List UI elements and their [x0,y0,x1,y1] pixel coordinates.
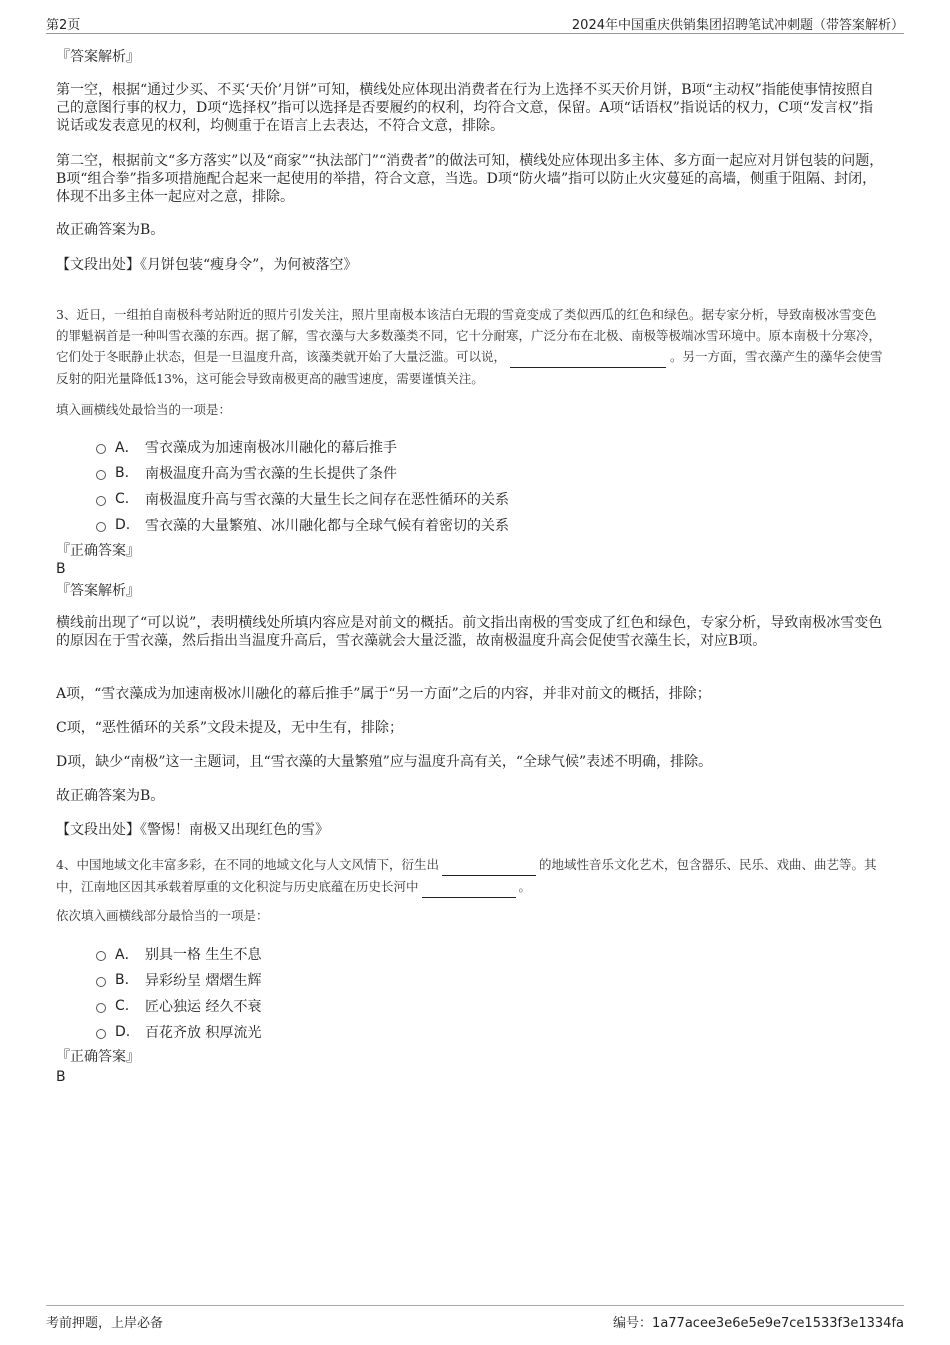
q3-option-a[interactable] [96,434,796,460]
q3-stem [56,304,886,389]
q4-option-b[interactable] [96,967,796,993]
radio-icon[interactable] [96,444,106,454]
q4-prompt: 依次填入画横线部分最恰当的一项是： [56,908,269,923]
q2-analysis-paragraph-2: 第二空，根据前文“多方落实”以及“商家”“执法部门”“消费者”的做法可知，横线处应体现出多主体、多方面一起应对月饼包装的问题，B项“组合拳”指多项措施配合起来一起使用的举措，符合文意，当选。D项“防火墙”指可以防止火灾蔓延的高墙，侧重于阻隔、封闭，体现不出多主体一起应对之意，排除。 [56,153,884,205]
option-text: 雪衣藻成为加速南极冰川融化的幕后推手 [145,440,397,456]
radio-icon[interactable] [96,470,106,480]
q2-analysis-paragraph-1: 第一空，根据“通过少买、不买‘天价’月饼”可知，横线处应体现出消费者在行为上选择不买天价月饼，B项“主动权”指能使事情按照自己的意图行事的权力，D项“选择权”指可以选择是否要履约的权利，均符合文意，保留。A项“话语权”指说话的权力，C项“发言权”指说话或发表意见的权利，均侧重于在语言上去表达，不符合文意，排除。 [56,82,874,134]
q4-blank-2 [422,876,516,898]
page-header [46,12,904,34]
radio-icon[interactable] [96,522,106,532]
option-text: 异彩纷呈 熠熠生辉 [145,973,262,989]
radio-icon[interactable] [96,1003,106,1013]
q4-answer: B [56,1069,66,1085]
option-letter: B. [115,972,130,988]
option-text: 百花齐放 积厚流光 [145,1025,262,1041]
q3-option-b[interactable] [96,460,796,486]
option-letter: C. [115,998,130,1014]
page-footer [46,1305,904,1331]
option-letter: B. [115,465,130,481]
q2-source: 【文段出处】《月饼包装“瘦身令”，为何被落空》 [56,257,358,273]
q4-answer-label: 『正确答案』 [56,1049,140,1065]
q3-answer: B [56,561,66,577]
q3-analysis-paragraph-2: A项，“雪衣藻成为加速南极冰川融化的幕后推手”属于“另一方面”之后的内容，并非对前文的概括，排除； [56,686,711,702]
footer-slogan: 考前押题，上岸必备 [46,1316,164,1331]
radio-icon[interactable] [96,977,106,987]
q3-source: 【文段出处】《警惕！南极又出现红色的雪》 [56,822,329,838]
q3-answer-label: 『正确答案』 [56,543,140,559]
option-text: 别具一格 生生不息 [145,947,262,963]
radio-icon[interactable] [96,1029,106,1039]
q3-analysis-label: 『答案解析』 [56,583,140,599]
q3-option-d[interactable] [96,512,796,538]
q3-blank [510,346,666,368]
q3-stem-after-blank: 。另一方面，雪衣藻产生的藻华会使雪反射的阳光量降低13%，这可能会导致南极更高的融雪速度，需要谨慎关注。 [56,349,883,386]
option-letter: A． [115,440,139,456]
q4-options [96,941,796,1045]
option-letter: D. [115,1024,131,1040]
q2-analysis-label: 『答案解析』 [56,49,140,65]
option-text: 匠心独运 经久不衰 [145,999,262,1015]
option-text: 南极温度升高为雪衣藻的生长提供了条件 [145,466,397,482]
q3-prompt: 填入画横线处最恰当的一项是： [56,402,232,417]
q4-stem-part-1: 4、中国地域文化丰富多彩，在不同的地域文化与人文风情下，衍生出 [56,857,439,872]
page-number: 第2页 [46,18,81,33]
document-code: 编号：1a77acee3e6e5e9e7ce1533f3e1334fa [613,1316,904,1331]
q4-option-d[interactable] [96,1019,796,1045]
radio-icon[interactable] [96,951,106,961]
q4-blank-1 [442,854,536,876]
option-text: 雪衣藻的大量繁殖、冰川融化都与全球气候有着密切的关系 [145,518,509,534]
option-letter: D. [115,517,131,533]
q3-analysis-paragraph-1: 横线前出现了“可以说”，表明横线处所填内容应是对前文的概括。前文指出南极的雪变成了红色和绿色，专家分析，导致南极冰雪变色的原因在于雪衣藻，然后指出当温度升高后，雪衣藻就会大量泛滥，故南极温度升高会促使雪衣藻生长，对应B项。 [56,615,883,649]
document-title: 2024年中国重庆供销集团招聘笔试冲刺题（带答案解析） [571,18,904,33]
q2-conclusion: 故正确答案为B。 [56,222,165,238]
q3-options [96,434,796,538]
q3-analysis-paragraph-3: C项，“恶性循环的关系”文段未提及，无中生有，排除； [56,720,404,736]
q3-option-c[interactable] [96,486,796,512]
q4-stem-part-2: 的地域性音乐文化艺术，包含器乐、民乐、戏曲、曲艺等。其中，江南地区因其承载着厚重的文化积淀与历史底蕴在历史长河中 [56,857,877,894]
option-text: 南极温度升高与雪衣藻的大量生长之间存在恶性循环的关系 [145,492,509,508]
q3-stem-before-blank: 3、近日，一组拍自南极科考站附近的照片引发关注，照片里南极本该洁白无瑕的雪竟变成了类似西瓜的红色和绿色。据专家分析，导致南极冰雪变色的罪魁祸首是一种叫雪衣藻的东西。据了解，雪衣藻与大多数藻类不同，它十分耐寒，广泛分布在北极、南极等极端冰雪环境中。原本南极十分寒冷，它们处于冬眠静止状态，但是一旦温度升高，该藻类就开始了大量泛滥。可以说， [56,307,882,364]
q4-stem [56,854,886,898]
radio-icon[interactable] [96,496,106,506]
q3-analysis-paragraph-4: D项，缺少“南极”这一主题词，且“雪衣藻的大量繁殖”应与温度升高有关，“全球气候”表述不明确，排除。 [56,754,713,770]
q3-conclusion: 故正确答案为B。 [56,788,165,804]
q4-stem-part-3: 。 [518,879,532,894]
q4-option-c[interactable] [96,993,796,1019]
option-letter: A． [115,947,139,963]
option-letter: C. [115,491,130,507]
q4-option-a[interactable] [96,941,796,967]
